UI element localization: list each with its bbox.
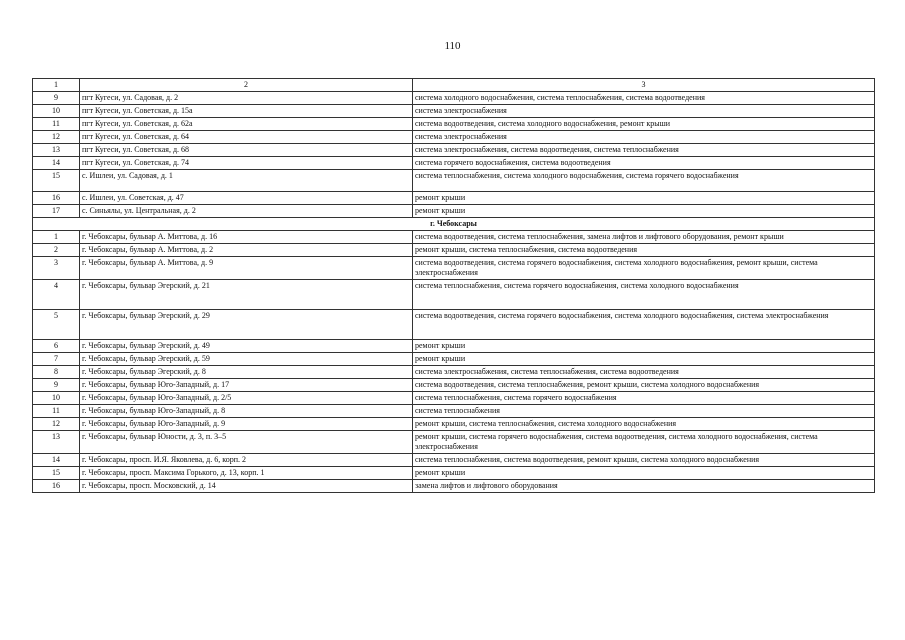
row-works: система горячего водоснабжения, система водоотведения bbox=[413, 157, 875, 170]
row-works: ремонт крыши, система теплоснабжения, система водоотведения bbox=[413, 244, 875, 257]
table-row bbox=[33, 205, 875, 218]
row-address: г. Чебоксары, бульвар Юго-Западный, д. 2/5 bbox=[80, 392, 413, 405]
row-number: 16 bbox=[33, 192, 80, 205]
row-address: г. Чебоксары, бульвар А. Миттова, д. 16 bbox=[80, 231, 413, 244]
row-address: пгт Кугеси, ул. Советская, д. 64 bbox=[80, 131, 413, 144]
header-row bbox=[33, 79, 875, 92]
row-number: 10 bbox=[33, 105, 80, 118]
row-address: пгт Кугеси, ул. Советская, д. 62а bbox=[80, 118, 413, 131]
table-row bbox=[33, 92, 875, 105]
row-number: 8 bbox=[33, 366, 80, 379]
row-address: г. Чебоксары, бульвар Эгерский, д. 59 bbox=[80, 353, 413, 366]
row-works: система электроснабжения bbox=[413, 131, 875, 144]
row-works: система водоотведения, система теплоснабжения, замена лифтов и лифтового оборудования, ремонт крыши bbox=[413, 231, 875, 244]
row-works: система водоотведения, система горячего водоснабжения, система холодного водоснабжения, ремонт крыши, система электроснабжения bbox=[413, 257, 875, 280]
row-number: 9 bbox=[33, 379, 80, 392]
row-address: г. Чебоксары, просп. Московский, д. 14 bbox=[80, 480, 413, 493]
row-number: 13 bbox=[33, 431, 80, 454]
row-works: система теплоснабжения bbox=[413, 405, 875, 418]
row-works: ремонт крыши, система теплоснабжения, система холодного водоснабжения bbox=[413, 418, 875, 431]
row-address: с. Ишлеи, ул. Садовая, д. 1 bbox=[80, 170, 413, 192]
table-row bbox=[33, 340, 875, 353]
row-works: ремонт крыши, система горячего водоснабжения, система водоотведения, система холодного водоснабжения, система электроснабжения bbox=[413, 431, 875, 454]
row-works: система водоотведения, система горячего водоснабжения, система холодного водоснабжения, система электроснабжения bbox=[413, 310, 875, 340]
row-number: 17 bbox=[33, 205, 80, 218]
table-row bbox=[33, 467, 875, 480]
row-number: 11 bbox=[33, 118, 80, 131]
table-row bbox=[33, 280, 875, 310]
table-row bbox=[33, 418, 875, 431]
table-row bbox=[33, 257, 875, 280]
row-address: с. Ишлеи, ул. Советская, д. 47 bbox=[80, 192, 413, 205]
row-address: г. Чебоксары, бульвар Эгерский, д. 49 bbox=[80, 340, 413, 353]
row-works: система холодного водоснабжения, система теплоснабжения, система водоотведения bbox=[413, 92, 875, 105]
section-title: г. Чебоксары bbox=[33, 218, 875, 231]
header-cell-works: 3 bbox=[413, 79, 875, 92]
table-row bbox=[33, 366, 875, 379]
table-row bbox=[33, 131, 875, 144]
row-works: система теплоснабжения, система водоотведения, ремонт крыши, система холодного водоснабжения bbox=[413, 454, 875, 467]
row-address: г. Чебоксары, бульвар А. Миттова, д. 9 bbox=[80, 257, 413, 280]
row-address: пгт Кугеси, ул. Советская, д. 74 bbox=[80, 157, 413, 170]
row-address: пгт Кугеси, ул. Советская, д. 15а bbox=[80, 105, 413, 118]
page-number: 110 bbox=[444, 40, 461, 52]
row-number: 9 bbox=[33, 92, 80, 105]
row-number: 11 bbox=[33, 405, 80, 418]
table-row bbox=[33, 231, 875, 244]
table-row bbox=[33, 379, 875, 392]
header-cell-num: 1 bbox=[33, 79, 80, 92]
row-number: 12 bbox=[33, 131, 80, 144]
row-number: 7 bbox=[33, 353, 80, 366]
works-table bbox=[32, 78, 875, 493]
row-works: система теплоснабжения, система холодного водоснабжения, система горячего водоснабжения bbox=[413, 170, 875, 192]
row-address: г. Чебоксары, просп. И.Я. Яковлева, д. 6, корп. 2 bbox=[80, 454, 413, 467]
row-address: г. Чебоксары, бульвар А. Миттова, д. 2 bbox=[80, 244, 413, 257]
row-works: система водоотведения, система теплоснабжения, ремонт крыши, система холодного водоснабжения bbox=[413, 379, 875, 392]
row-number: 14 bbox=[33, 157, 80, 170]
row-number: 13 bbox=[33, 144, 80, 157]
row-works: ремонт крыши bbox=[413, 353, 875, 366]
table-row bbox=[33, 353, 875, 366]
row-address: г. Чебоксары, бульвар Эгерский, д. 29 bbox=[80, 310, 413, 340]
row-number: 3 bbox=[33, 257, 80, 280]
table-body bbox=[33, 79, 875, 493]
table-row bbox=[33, 157, 875, 170]
row-works: система теплоснабжения, система горячего водоснабжения bbox=[413, 392, 875, 405]
table-row bbox=[33, 105, 875, 118]
row-address: г. Чебоксары, бульвар Юности, д. 3, п. 3–5 bbox=[80, 431, 413, 454]
row-number: 16 bbox=[33, 480, 80, 493]
row-address: г. Чебоксары, бульвар Эгерский, д. 21 bbox=[80, 280, 413, 310]
row-works: ремонт крыши bbox=[413, 192, 875, 205]
row-works: ремонт крыши bbox=[413, 205, 875, 218]
table-row bbox=[33, 454, 875, 467]
header-cell-address: 2 bbox=[80, 79, 413, 92]
row-number: 14 bbox=[33, 454, 80, 467]
table-row bbox=[33, 405, 875, 418]
row-number: 1 bbox=[33, 231, 80, 244]
row-address: пгт Кугеси, ул. Советская, д. 68 bbox=[80, 144, 413, 157]
row-number: 10 bbox=[33, 392, 80, 405]
row-number: 2 bbox=[33, 244, 80, 257]
row-address: с. Синьялы, ул. Центральная, д. 2 bbox=[80, 205, 413, 218]
row-address: г. Чебоксары, бульвар Юго-Западный, д. 17 bbox=[80, 379, 413, 392]
row-number: 5 bbox=[33, 310, 80, 340]
row-works: замена лифтов и лифтового оборудования bbox=[413, 480, 875, 493]
row-works: система водоотведения, система холодного водоснабжения, ремонт крыши bbox=[413, 118, 875, 131]
row-address: пгт Кугеси, ул. Садовая, д. 2 bbox=[80, 92, 413, 105]
row-number: 6 bbox=[33, 340, 80, 353]
row-address: г. Чебоксары, бульвар Эгерский, д. 8 bbox=[80, 366, 413, 379]
table-row bbox=[33, 244, 875, 257]
table-row bbox=[33, 480, 875, 493]
row-address: г. Чебоксары, бульвар Юго-Западный, д. 8 bbox=[80, 405, 413, 418]
row-number: 15 bbox=[33, 170, 80, 192]
row-works: ремонт крыши bbox=[413, 467, 875, 480]
row-address: г. Чебоксары, бульвар Юго-Западный, д. 9 bbox=[80, 418, 413, 431]
row-works: система электроснабжения, система теплоснабжения, система водоотведения bbox=[413, 366, 875, 379]
table-row bbox=[33, 392, 875, 405]
table-row bbox=[33, 310, 875, 340]
row-number: 15 bbox=[33, 467, 80, 480]
table-row bbox=[33, 170, 875, 192]
row-address: г. Чебоксары, просп. Максима Горького, д. 13, корп. 1 bbox=[80, 467, 413, 480]
table-row bbox=[33, 118, 875, 131]
row-works: система теплоснабжения, система горячего водоснабжения, система холодного водоснабжения bbox=[413, 280, 875, 310]
row-works: ремонт крыши bbox=[413, 340, 875, 353]
row-number: 4 bbox=[33, 280, 80, 310]
row-works: система электроснабжения, система водоотведения, система теплоснабжения bbox=[413, 144, 875, 157]
section-row bbox=[33, 218, 875, 231]
row-number: 12 bbox=[33, 418, 80, 431]
table-row bbox=[33, 431, 875, 454]
table-row bbox=[33, 192, 875, 205]
table-row bbox=[33, 144, 875, 157]
row-works: система электроснабжения bbox=[413, 105, 875, 118]
